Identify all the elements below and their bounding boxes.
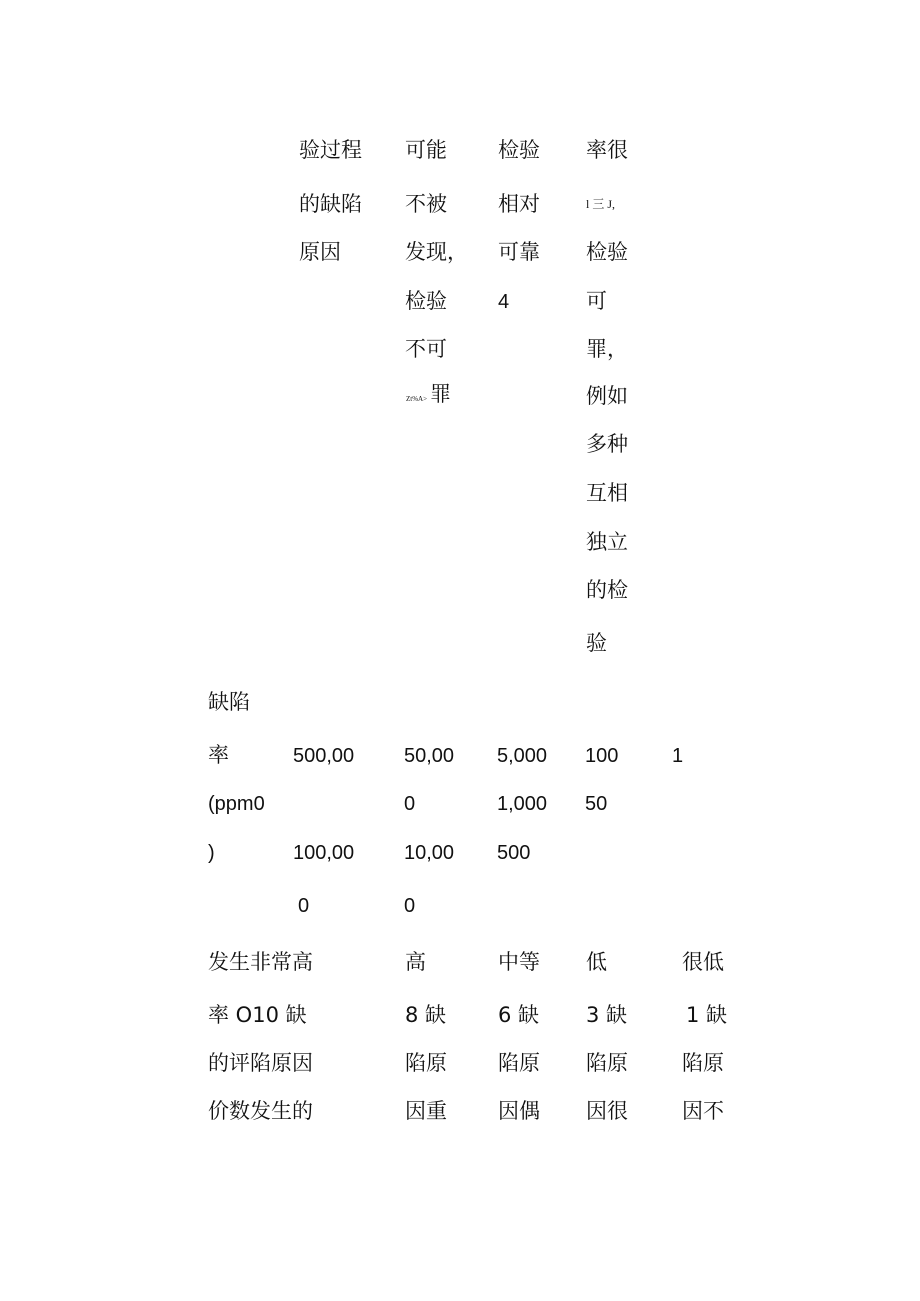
occurrence-medium-line-2: 6 缺 [498, 1003, 540, 1027]
very-reliable-text-line-3: 可 [586, 289, 607, 313]
defect-rate-value: 50,00 [404, 745, 455, 767]
occurrence-low-line-3: 陷原 [586, 1051, 628, 1075]
very-reliable-text-line-7: 互相 [586, 481, 628, 505]
occurrence-medium-line-1: 中等 [498, 950, 540, 974]
very-reliable-text-line-4: 罪， [586, 337, 628, 361]
reliable-text-line-3: 可靠 [498, 240, 540, 264]
very-reliable-text-line-9: 的检 [586, 578, 628, 602]
very-reliable-text-line-1: 率很 [586, 138, 628, 162]
defect-rate-value: 10,00 [404, 842, 455, 864]
occurrence-high-line-3: 陷原 [405, 1051, 447, 1075]
cause-text-line-1: 验过程 [299, 138, 362, 162]
defect-rate-value: 1,000 [497, 793, 548, 815]
occurrence-high-line-4: 因重 [405, 1099, 447, 1123]
detect-text-line-1: 可能 [405, 138, 447, 162]
occurrence-low-line-4: 因很 [586, 1099, 628, 1123]
occurrence-label-line-1: 发生非常高 [208, 950, 313, 974]
occurrence-medium-line-3: 陷原 [498, 1051, 540, 1075]
very-reliable-text-line-10: 验 [586, 631, 607, 655]
defect-rate-label-line-3: (ppm0 [208, 793, 265, 815]
reliable-text-line-2: 相对 [498, 192, 540, 216]
occurrence-very-low-line-4: 因不 [682, 1099, 724, 1123]
occurrence-high-line-1: 高 [405, 950, 426, 974]
occurrence-label-line-3: 的评陷原因 [208, 1051, 313, 1075]
very-reliable-text-line-5: 例如 [586, 384, 628, 408]
reliable-text-line-4: 4 [498, 291, 510, 313]
defect-rate-value: 0 [298, 895, 310, 917]
occurrence-label-line-2: 率 O10 缺 [208, 1003, 307, 1027]
occurrence-low-line-2: 3 缺 [586, 1003, 628, 1027]
defect-rate-value: 100 [585, 745, 619, 767]
detect-text-line-5: 不可 [405, 337, 447, 361]
defect-rate-value: 100,00 [293, 842, 355, 864]
defect-rate-value: 0 [404, 793, 416, 815]
reliable-text-line-1: 检验 [498, 138, 540, 162]
occurrence-medium-line-4: 因偶 [498, 1099, 540, 1123]
cause-text-line-3: 原因 [299, 240, 341, 264]
detect-text-line-4: 检验 [405, 289, 447, 313]
defect-rate-value: 5,000 [497, 745, 548, 767]
defect-rate-value: 0 [404, 895, 416, 917]
defect-rate-value: 50 [585, 793, 608, 815]
very-reliable-garbled-text: l 三 J, [586, 197, 616, 211]
detect-text-line-3: 发现， [405, 240, 468, 264]
occurrence-low-line-1: 低 [586, 950, 607, 974]
detect-text-line-2: 不被 [405, 192, 447, 216]
occurrence-label-line-4: 价数发生的 [208, 1099, 313, 1123]
defect-rate-value: 500,00 [293, 745, 355, 767]
cause-text-line-2: 的缺陷 [299, 192, 362, 216]
defect-rate-label-line-1: 缺陷 [208, 690, 250, 714]
very-reliable-text-line-6: 多种 [586, 432, 628, 456]
very-reliable-text-line-8: 独立 [586, 530, 628, 554]
occurrence-very-low-line-3: 陷原 [682, 1051, 724, 1075]
occurrence-very-low-line-2: 1 缺 [686, 1003, 728, 1027]
occurrence-very-low-line-1: 很低 [682, 950, 724, 974]
defect-rate-value: 1 [672, 745, 684, 767]
detect-text-line-6: 罪 [430, 382, 451, 406]
occurrence-high-line-2: 8 缺 [405, 1003, 447, 1027]
very-reliable-text-line-2: 检验 [586, 240, 628, 264]
defect-rate-label-line-2: 率 [208, 743, 229, 767]
detect-garbled-text: Zt%A> [406, 395, 428, 403]
defect-rate-value: 500 [497, 842, 531, 864]
defect-rate-label-line-4: ) [208, 842, 215, 864]
